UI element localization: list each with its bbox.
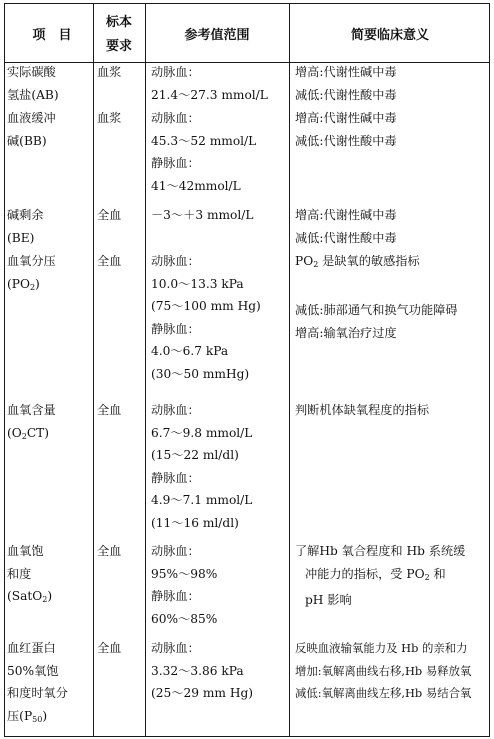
- range-line: 3.32～3.86 kPa: [151, 663, 244, 678]
- item-line: 和度: [7, 566, 32, 581]
- range-line: 动脉血：: [151, 403, 200, 417]
- column-divider: [145, 4, 146, 736]
- range-line: 动脉血：: [151, 254, 200, 268]
- table-row-specimen: 全血: [97, 403, 122, 417]
- range-line: 静脉血：: [151, 589, 200, 604]
- table-header: [5, 4, 489, 63]
- table-row-range: [151, 204, 254, 227]
- header-specimen-line2: 要求: [105, 39, 132, 54]
- range-line: 45.3～52 mmol/L: [151, 133, 257, 148]
- table-row-specimen: 全血: [97, 254, 122, 268]
- range-line: 4.9～7.1 mmol/L: [151, 493, 253, 508]
- range-line: (30～50 mmHg): [151, 366, 250, 381]
- table-row-range: [151, 637, 253, 705]
- range-line: (75～100 mm Hg): [151, 299, 261, 314]
- subscript: 50: [32, 714, 43, 724]
- table-row-range: [151, 250, 261, 386]
- table-row-meaning: [295, 540, 465, 612]
- range-line: 动脉血：: [151, 111, 200, 125]
- table-row-meaning: [295, 61, 397, 106]
- table-row-item: [7, 204, 44, 249]
- meaning-line: [295, 250, 458, 277]
- meaning-line: 增高:代谢性碱中毒: [295, 208, 397, 222]
- meaning-line: 增高:输氧治疗过度: [295, 325, 397, 340]
- table-row-range: [151, 540, 217, 630]
- spacer: [295, 277, 458, 300]
- table-row-specimen: 血浆: [97, 65, 122, 79]
- item-line: [7, 585, 52, 612]
- meaning-text: 冲能力的指标，受 PO: [305, 566, 425, 581]
- table-row-meaning: [295, 204, 397, 249]
- item-line: 氢盐(AB): [7, 87, 59, 102]
- range-line: 60%～85%: [151, 611, 218, 626]
- meaning-text: PO: [295, 254, 314, 268]
- range-line: 41～42mmol/L: [151, 178, 241, 193]
- range-line: 静脉血：: [151, 470, 200, 485]
- header-meaning: 简要临床意义: [350, 28, 429, 43]
- item-line: 血红蛋白: [7, 641, 56, 655]
- table-row-meaning: [295, 399, 429, 422]
- range-line: 静脉血：: [151, 156, 200, 171]
- item-line: 血氧分压: [7, 254, 56, 268]
- item-text: ): [42, 708, 48, 723]
- table-row-meaning: [295, 107, 397, 152]
- item-line: [7, 705, 68, 732]
- item-line: 碱(BB): [7, 133, 47, 148]
- table-row-item: [7, 107, 56, 152]
- item-line: 碱剩余: [7, 208, 44, 222]
- range-line: 静脉血：: [151, 321, 200, 336]
- item-line: [7, 273, 56, 300]
- reference-table: [4, 3, 490, 737]
- range-line: (25～29 mm Hg): [151, 686, 254, 701]
- meaning-text: 和: [429, 566, 446, 581]
- table-row-item: [7, 399, 56, 448]
- header-item: 项 目: [32, 28, 72, 43]
- item-text: 压(P: [7, 708, 33, 723]
- subscript: 2: [313, 260, 319, 269]
- item-text: (O: [7, 425, 22, 440]
- range-line: (15～22 ml/dl): [151, 448, 239, 463]
- range-line: 4.0～6.7 kPa: [151, 344, 229, 359]
- item-text: ): [35, 276, 40, 291]
- table-row-item: [7, 540, 52, 612]
- item-line: 实际碳酸: [7, 65, 56, 79]
- column-divider: [289, 4, 290, 736]
- table-row-range: [151, 61, 268, 106]
- item-text: ): [47, 589, 53, 604]
- item-line: 50%氧饱: [7, 663, 59, 678]
- table-row-range: [151, 107, 256, 197]
- meaning-line: pH 影响: [305, 593, 352, 608]
- meaning-text: 是缺氧的敏感指标: [318, 254, 420, 268]
- range-line: 动脉血：: [151, 641, 200, 655]
- table-row-item: [7, 637, 68, 731]
- table-row-meaning: [295, 250, 458, 344]
- meaning-line: 判断机体缺氧程度的指标: [295, 403, 430, 417]
- item-text: CT): [26, 425, 50, 440]
- header-range: 参考值范围: [184, 28, 250, 43]
- meaning-line: 增高:代谢性碱中毒: [295, 65, 397, 79]
- item-text: (SatO: [7, 589, 43, 604]
- meaning-line: 减低:代谢性酸中毒: [295, 133, 397, 148]
- meaning-line: 了解Hb 氧合程度和 Hb 系统缓: [295, 544, 466, 558]
- table-row-specimen: 全血: [97, 641, 122, 655]
- meaning-line: [295, 563, 465, 590]
- range-line: 21.4～27.3 mmol/L: [151, 87, 268, 102]
- item-line: 血氧含量: [7, 403, 56, 417]
- subscript: 2: [29, 282, 36, 292]
- meaning-line: 减低:代谢性酸中毒: [295, 230, 397, 245]
- table-row-range: [151, 399, 252, 535]
- table-row-item: [7, 61, 59, 106]
- table-row-specimen: 全血: [97, 208, 122, 222]
- range-line: 95%～98%: [151, 566, 218, 581]
- subscript: 2: [42, 595, 48, 605]
- range-line: 6.7～9.8 mmol/L: [151, 425, 253, 440]
- table-row-item: [7, 250, 56, 299]
- table-row-meaning: [295, 637, 471, 705]
- meaning-line: 反映血液输氧能力及 Hb 的亲和力: [295, 641, 468, 655]
- item-text: (PO: [7, 276, 30, 291]
- subscript: 2: [21, 431, 27, 441]
- range-line: 动脉血：: [151, 65, 200, 79]
- item-line: (BE): [7, 230, 35, 245]
- meaning-line: 减低:代谢性酸中毒: [295, 87, 397, 102]
- item-line: 和度时氧分: [7, 686, 68, 701]
- meaning-line: 增加:氧解离曲线右移,Hb 易释放氧: [295, 663, 472, 678]
- range-line: 10.0～13.3 kPa: [151, 276, 244, 291]
- table-row-specimen: 全血: [97, 544, 122, 558]
- meaning-line: 减低:肺部通气和换气功能障碍: [295, 303, 458, 318]
- column-divider: [93, 4, 94, 736]
- subscript: 2: [424, 572, 430, 582]
- item-line: 血氧饱: [7, 544, 44, 558]
- range-line: －3～＋3 mmol/L: [151, 208, 254, 222]
- item-line: [7, 422, 56, 449]
- meaning-line: 减低:氧解离曲线左移,Hb 易结合氧: [295, 686, 472, 701]
- range-line: 动脉血：: [151, 544, 200, 558]
- item-line: 血液缓冲: [7, 111, 56, 125]
- header-specimen-line1: 标本: [105, 15, 132, 30]
- table-row-specimen: 血浆: [97, 111, 122, 125]
- meaning-line: 增高:代谢性碱中毒: [295, 111, 397, 125]
- range-line: (11～16 ml/dl): [151, 515, 239, 530]
